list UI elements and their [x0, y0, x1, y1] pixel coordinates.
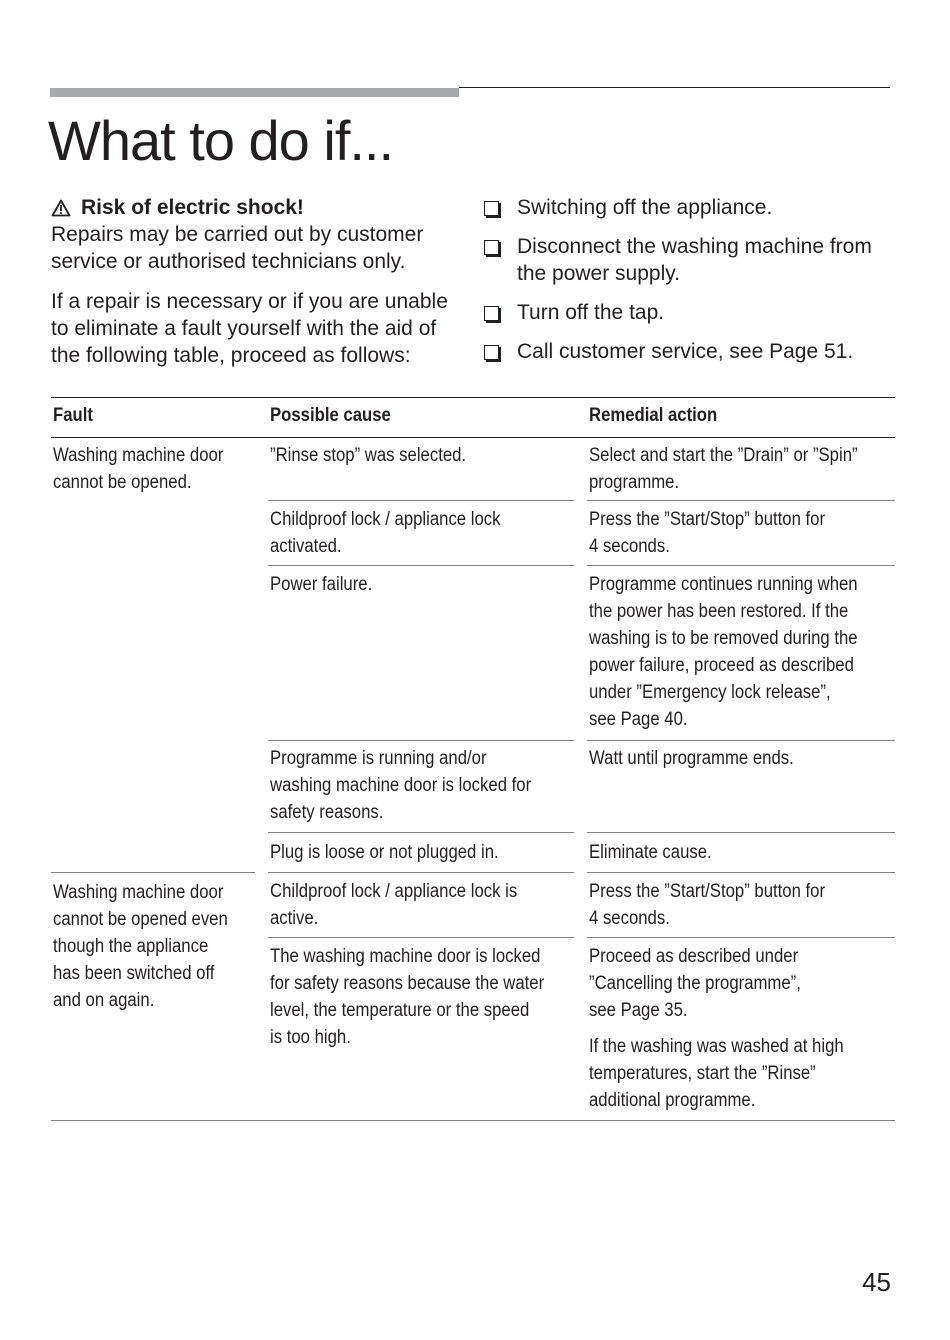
step-text: Disconnect the washing machine from the power supply. [517, 235, 872, 285]
action-cell: Programme continues running when the power has been restored. If the washing is to be removed during the power failure, proceed as described under ”Emergency lock release”, see Page 40. [589, 574, 858, 730]
header-fault: Fault [53, 405, 93, 426]
step-item [484, 338, 904, 365]
row-divider [587, 872, 895, 873]
action-cell: Watt until programme ends. [589, 748, 794, 769]
cause-cell: Programme is running and/or washing machine door is locked for safety reasons. [270, 748, 532, 823]
row-divider [587, 500, 895, 501]
action-cell: Select and start the ”Drain” or ”Spin” programme. [589, 445, 858, 493]
row-divider [268, 565, 574, 566]
table-bottom-rule [51, 1120, 895, 1121]
cause-cell: ”Rinse stop” was selected. [270, 445, 467, 466]
row-divider [587, 740, 895, 741]
step-text: Switching off the appliance. [517, 196, 773, 219]
warning-heading-text: Risk of electric shock! [81, 196, 304, 219]
step-item [484, 233, 904, 287]
row-divider [587, 832, 895, 833]
step-item [484, 194, 904, 221]
action-cell: Eliminate cause. [589, 842, 712, 863]
fault-cell: Washing machine door cannot be opened. [53, 445, 224, 493]
cause-cell: Power failure. [270, 574, 373, 595]
cause-cell: Childproof lock / appliance lock is active. [270, 881, 518, 929]
action-cell: Press the ”Start/Stop” button for 4 seconds. [589, 509, 826, 557]
table-header [51, 397, 895, 438]
fault-cell: Washing machine door cannot be opened even though the appliance has been switched off and on again. [53, 882, 228, 1011]
row-divider [268, 500, 574, 501]
header-rule-thin [459, 87, 890, 88]
checkbox-icon [484, 345, 499, 360]
warning-heading [51, 194, 461, 221]
step-item [484, 299, 904, 326]
row-divider [587, 937, 895, 938]
action-cell: Press the ”Start/Stop” button for 4 seconds. [589, 881, 826, 929]
intro-section [51, 194, 461, 369]
header-rule-thick [50, 88, 459, 97]
fault-divider [51, 872, 255, 873]
fault-table [51, 397, 895, 1111]
header-action: Remedial action [589, 405, 718, 426]
step-text: Call customer service, see Page 51. [517, 340, 854, 363]
page-title: What to do if... [48, 109, 394, 172]
row-divider [268, 937, 574, 938]
header-cause: Possible cause [270, 405, 391, 426]
action-cell: Proceed as described under ”Cancelling the programme”, see Page 35. [589, 946, 801, 1021]
warning-triangle-icon [51, 199, 71, 217]
checkbox-icon [484, 240, 499, 255]
row-divider [268, 872, 574, 873]
action-cell-extra: If the washing was washed at high temperatures, start the ”Rinse” additional programme. [589, 1036, 844, 1111]
warning-text: Repairs may be carried out by customer service or authorised technicians only. [51, 223, 424, 273]
steps-list [484, 194, 904, 377]
row-divider [268, 740, 574, 741]
intro-text: If a repair is necessary or if you are unable to eliminate a fault yourself with the aid of the following table, proceed as follows: [51, 290, 448, 367]
cause-cell: Childproof lock / appliance lock activated. [270, 509, 501, 557]
checkbox-icon [484, 306, 499, 321]
row-divider [587, 565, 895, 566]
checkbox-icon [484, 201, 499, 216]
step-text: Turn off the tap. [517, 301, 665, 324]
row-divider [268, 832, 574, 833]
page-number: 45 [862, 1267, 891, 1297]
cause-cell: The washing machine door is locked for safety reasons because the water level, the temperature or the speed is too high. [270, 946, 545, 1048]
cause-cell: Plug is loose or not plugged in. [270, 842, 499, 863]
